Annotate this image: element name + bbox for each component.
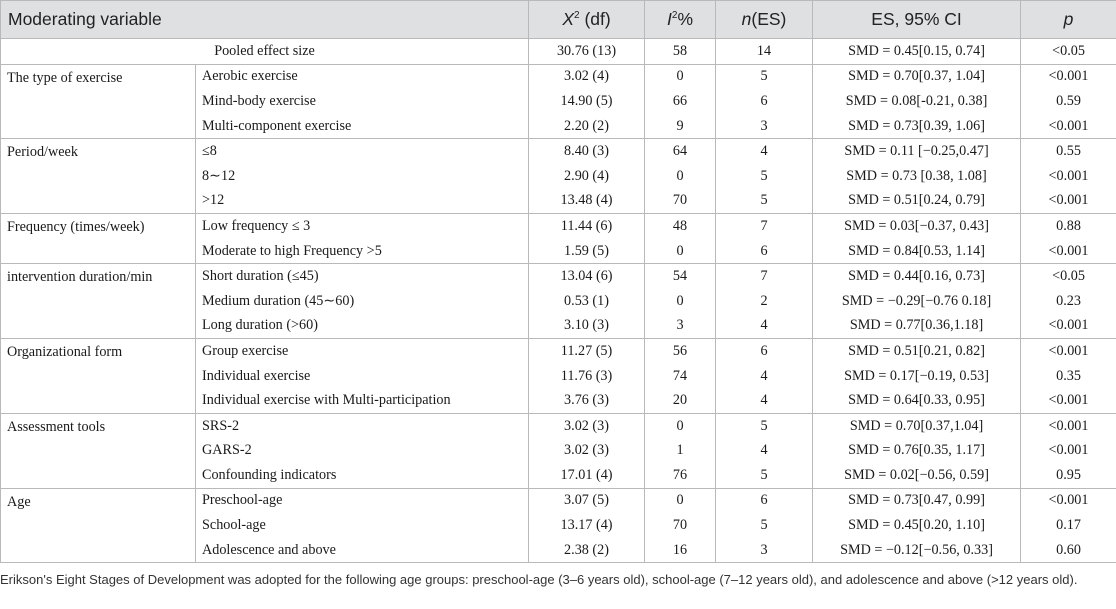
es-ci-cell: SMD = 0.44[0.16, 0.73] (813, 264, 1021, 289)
es-ci-cell: SMD = −0.12[−0.56, 0.33] (813, 538, 1021, 563)
p-value-cell: 0.60 (1021, 538, 1116, 563)
row-label: Low frequency ≤ 3 (196, 214, 529, 239)
table-row (1, 139, 1116, 164)
i-squared-cell: 66 (645, 89, 716, 114)
es-ci-cell: SMD = 0.45[0.20, 1.10] (813, 513, 1021, 538)
header-es-ci: ES, 95% CI (813, 1, 1021, 39)
i-squared-cell: 0 (645, 64, 716, 89)
n-es-cell: 2 (716, 289, 813, 314)
es-ci-cell: SMD = 0.77[0.36,1.18] (813, 314, 1021, 339)
header-moderating-variable: Moderating variable (1, 1, 529, 39)
i-squared-cell: 0 (645, 289, 716, 314)
es-ci-cell: SMD = 0.51[0.24, 0.79] (813, 189, 1021, 214)
header-chi-square: $X^2$ (df) (529, 1, 645, 39)
i-squared-cell: 56 (645, 339, 716, 364)
pooled-row (1, 39, 1116, 65)
chi-square-cell: 3.07 (5) (529, 488, 645, 513)
es-ci-cell: SMD = 0.73[0.39, 1.06] (813, 114, 1021, 139)
table-row (1, 413, 1116, 438)
p-value-cell: <0.001 (1021, 388, 1116, 413)
p-value-cell: <0.001 (1021, 164, 1116, 189)
es-ci-cell: SMD = 0.84[0.53, 1.14] (813, 239, 1021, 264)
es-ci-cell: SMD = 0.64[0.33, 0.95] (813, 388, 1021, 413)
table-body (1, 39, 1116, 563)
row-label: >12 (196, 189, 529, 214)
header-i-squared: $I^2\%$ (645, 1, 716, 39)
p-value-cell: <0.001 (1021, 413, 1116, 438)
pooled-p: <0.05 (1021, 39, 1116, 65)
header-p: p (1021, 1, 1116, 39)
i-squared-cell: 54 (645, 264, 716, 289)
p-value-cell: <0.001 (1021, 64, 1116, 89)
chi-square-cell: 8.40 (3) (529, 139, 645, 164)
chi-square-cell: 2.38 (2) (529, 538, 645, 563)
row-label: Group exercise (196, 339, 529, 364)
es-ci-cell: SMD = 0.51[0.21, 0.82] (813, 339, 1021, 364)
row-label: Multi-component exercise (196, 114, 529, 139)
row-label: 8∼12 (196, 164, 529, 189)
row-label: SRS-2 (196, 413, 529, 438)
n-es-cell: 7 (716, 214, 813, 239)
p-value-cell: <0.001 (1021, 439, 1116, 464)
es-ci-cell: SMD = 0.70[0.37, 1.04] (813, 64, 1021, 89)
chi-square-cell: 11.27 (5) (529, 339, 645, 364)
chi-square-cell: 3.02 (3) (529, 439, 645, 464)
i-squared-cell: 0 (645, 488, 716, 513)
p-value-cell: <0.001 (1021, 339, 1116, 364)
es-ci-cell: SMD = 0.73 [0.38, 1.08] (813, 164, 1021, 189)
es-ci-cell: SMD = 0.73[0.47, 0.99] (813, 488, 1021, 513)
group-label: Frequency (times/week) (1, 214, 196, 264)
group-label: Age (1, 488, 196, 563)
n-es-cell: 5 (716, 64, 813, 89)
p-value-cell: <0.001 (1021, 314, 1116, 339)
chi-square-cell: 11.76 (3) (529, 364, 645, 389)
n-es-cell: 5 (716, 164, 813, 189)
header-n-es: n(ES) (716, 1, 813, 39)
chi-square-cell: 3.02 (3) (529, 413, 645, 438)
n-es-cell: 5 (716, 413, 813, 438)
i-squared-cell: 70 (645, 513, 716, 538)
n-es-cell: 5 (716, 189, 813, 214)
pooled-label: Pooled effect size (1, 39, 529, 65)
p-value-cell: <0.05 (1021, 264, 1116, 289)
pooled-n: 14 (716, 39, 813, 65)
group-label: intervention duration/min (1, 264, 196, 339)
table-row (1, 488, 1116, 513)
es-ci-cell: SMD = 0.76[0.35, 1.17] (813, 439, 1021, 464)
table-footnote: Erikson's Eight Stages of Development was adopted for the following age groups: preschool-age (3–6 years old), school-age (7–12 years old), and adolescence and above (>12 years old). (0, 572, 1078, 587)
n-es-cell: 6 (716, 488, 813, 513)
chi-square-cell: 3.10 (3) (529, 314, 645, 339)
group-label: Period/week (1, 139, 196, 214)
i-squared-cell: 3 (645, 314, 716, 339)
table-row (1, 64, 1116, 89)
p-value-cell: 0.23 (1021, 289, 1116, 314)
row-label: Mind-body exercise (196, 89, 529, 114)
i-squared-cell: 74 (645, 364, 716, 389)
i-squared-cell: 20 (645, 388, 716, 413)
n-es-cell: 3 (716, 114, 813, 139)
i-squared-cell: 1 (645, 439, 716, 464)
row-label: Preschool-age (196, 488, 529, 513)
row-label: Long duration (>60) (196, 314, 529, 339)
es-ci-cell: SMD = 0.03[−0.37, 0.43] (813, 214, 1021, 239)
es-ci-cell: SMD = 0.11 [−0.25,0.47] (813, 139, 1021, 164)
p-value-cell: 0.17 (1021, 513, 1116, 538)
p-value-cell: <0.001 (1021, 114, 1116, 139)
p-value-cell: 0.88 (1021, 214, 1116, 239)
chi-square-cell: 2.20 (2) (529, 114, 645, 139)
row-label: Adolescence and above (196, 538, 529, 563)
n-es-cell: 6 (716, 89, 813, 114)
chi-square-cell: 0.53 (1) (529, 289, 645, 314)
p-value-cell: 0.59 (1021, 89, 1116, 114)
n-es-cell: 7 (716, 264, 813, 289)
row-label: Confounding indicators (196, 463, 529, 488)
table-row (1, 214, 1116, 239)
row-label: Medium duration (45∼60) (196, 289, 529, 314)
es-ci-cell: SMD = 0.02[−0.56, 0.59] (813, 463, 1021, 488)
p-value-cell: <0.001 (1021, 239, 1116, 264)
chi-square-cell: 11.44 (6) (529, 214, 645, 239)
table-row (1, 339, 1116, 364)
p-value-cell: <0.001 (1021, 189, 1116, 214)
row-label: School-age (196, 513, 529, 538)
pooled-es: SMD = 0.45[0.15, 0.74] (813, 39, 1021, 65)
chi-square-cell: 14.90 (5) (529, 89, 645, 114)
chi-square-cell: 2.90 (4) (529, 164, 645, 189)
chi-square-cell: 13.04 (6) (529, 264, 645, 289)
n-es-cell: 4 (716, 388, 813, 413)
n-es-cell: 4 (716, 314, 813, 339)
p-value-cell: 0.55 (1021, 139, 1116, 164)
chi-square-cell: 13.17 (4) (529, 513, 645, 538)
es-ci-cell: SMD = −0.29[−0.76 0.18] (813, 289, 1021, 314)
chi-square-cell: 17.01 (4) (529, 463, 645, 488)
n-es-cell: 6 (716, 239, 813, 264)
es-ci-cell: SMD = 0.08[-0.21, 0.38] (813, 89, 1021, 114)
n-es-cell: 4 (716, 364, 813, 389)
n-es-cell: 3 (716, 538, 813, 563)
i-squared-cell: 64 (645, 139, 716, 164)
i-squared-cell: 76 (645, 463, 716, 488)
n-es-cell: 5 (716, 513, 813, 538)
i-squared-cell: 16 (645, 538, 716, 563)
chi-square-cell: 3.02 (4) (529, 64, 645, 89)
row-label: GARS-2 (196, 439, 529, 464)
group-label: Organizational form (1, 339, 196, 414)
table-row (1, 264, 1116, 289)
row-label: Moderate to high Frequency >5 (196, 239, 529, 264)
chi-square-cell: 3.76 (3) (529, 388, 645, 413)
i-squared-cell: 48 (645, 214, 716, 239)
i-squared-cell: 0 (645, 413, 716, 438)
p-value-cell: 0.95 (1021, 463, 1116, 488)
p-value-cell: <0.001 (1021, 488, 1116, 513)
i-squared-cell: 9 (645, 114, 716, 139)
p-value-cell: 0.35 (1021, 364, 1116, 389)
i-squared-cell: 70 (645, 189, 716, 214)
i-squared-cell: 0 (645, 164, 716, 189)
pooled-chi: 30.76 (13) (529, 39, 645, 65)
i-squared-cell: 0 (645, 239, 716, 264)
chi-square-cell: 13.48 (4) (529, 189, 645, 214)
n-es-cell: 6 (716, 339, 813, 364)
n-es-cell: 4 (716, 439, 813, 464)
row-label: Short duration (≤45) (196, 264, 529, 289)
row-label: ≤8 (196, 139, 529, 164)
header-row (1, 1, 1116, 39)
row-label: Aerobic exercise (196, 64, 529, 89)
row-label: Individual exercise (196, 364, 529, 389)
pooled-i2: 58 (645, 39, 716, 65)
group-label: The type of exercise (1, 64, 196, 139)
group-label: Assessment tools (1, 413, 196, 488)
n-es-cell: 5 (716, 463, 813, 488)
row-label: Individual exercise with Multi-participation (196, 388, 529, 413)
chi-square-cell: 1.59 (5) (529, 239, 645, 264)
es-ci-cell: SMD = 0.70[0.37,1.04] (813, 413, 1021, 438)
es-ci-cell: SMD = 0.17[−0.19, 0.53] (813, 364, 1021, 389)
n-es-cell: 4 (716, 139, 813, 164)
